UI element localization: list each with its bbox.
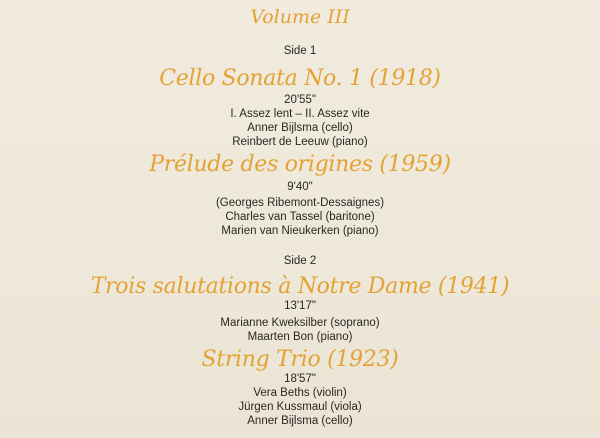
work-detail: I. Assez lent – II. Assez vite [230, 108, 370, 120]
work-title-prelude: Prélude des origines (1959) [149, 152, 451, 177]
work-duration: 18'57" [284, 373, 316, 385]
work-title-cello-sonata: Cello Sonata No. 1 (1918) [159, 66, 441, 91]
work-duration: 9'40" [287, 181, 313, 193]
work-title-string-trio: String Trio (1923) [201, 347, 399, 372]
work-detail: Marianne Kweksilber (soprano) [220, 317, 380, 329]
work-detail: Reinbert de Leeuw (piano) [232, 136, 368, 148]
side-label-1: Side 1 [283, 45, 317, 57]
volume-heading: Volume III [250, 6, 350, 28]
work-detail: Anner Bijlsma (cello) [247, 122, 353, 134]
work-detail: Charles van Tassel (baritone) [225, 211, 375, 223]
work-detail: Maarten Bon (piano) [247, 331, 353, 343]
work-detail: Marien van Nieukerken (piano) [221, 225, 379, 237]
work-detail: Vera Beths (violin) [253, 387, 347, 399]
work-title-trois-salutations: Trois salutations à Notre Dame (1941) [90, 274, 510, 299]
work-detail: Anner Bijlsma (cello) [247, 415, 353, 427]
work-duration: 20'55" [284, 94, 316, 106]
work-detail: (Georges Ribemont-Dessaignes) [215, 197, 385, 209]
work-detail: Jürgen Kussmaul (viola) [238, 401, 362, 413]
side-label-2: Side 2 [283, 255, 317, 267]
work-duration: 13'17" [284, 300, 316, 312]
